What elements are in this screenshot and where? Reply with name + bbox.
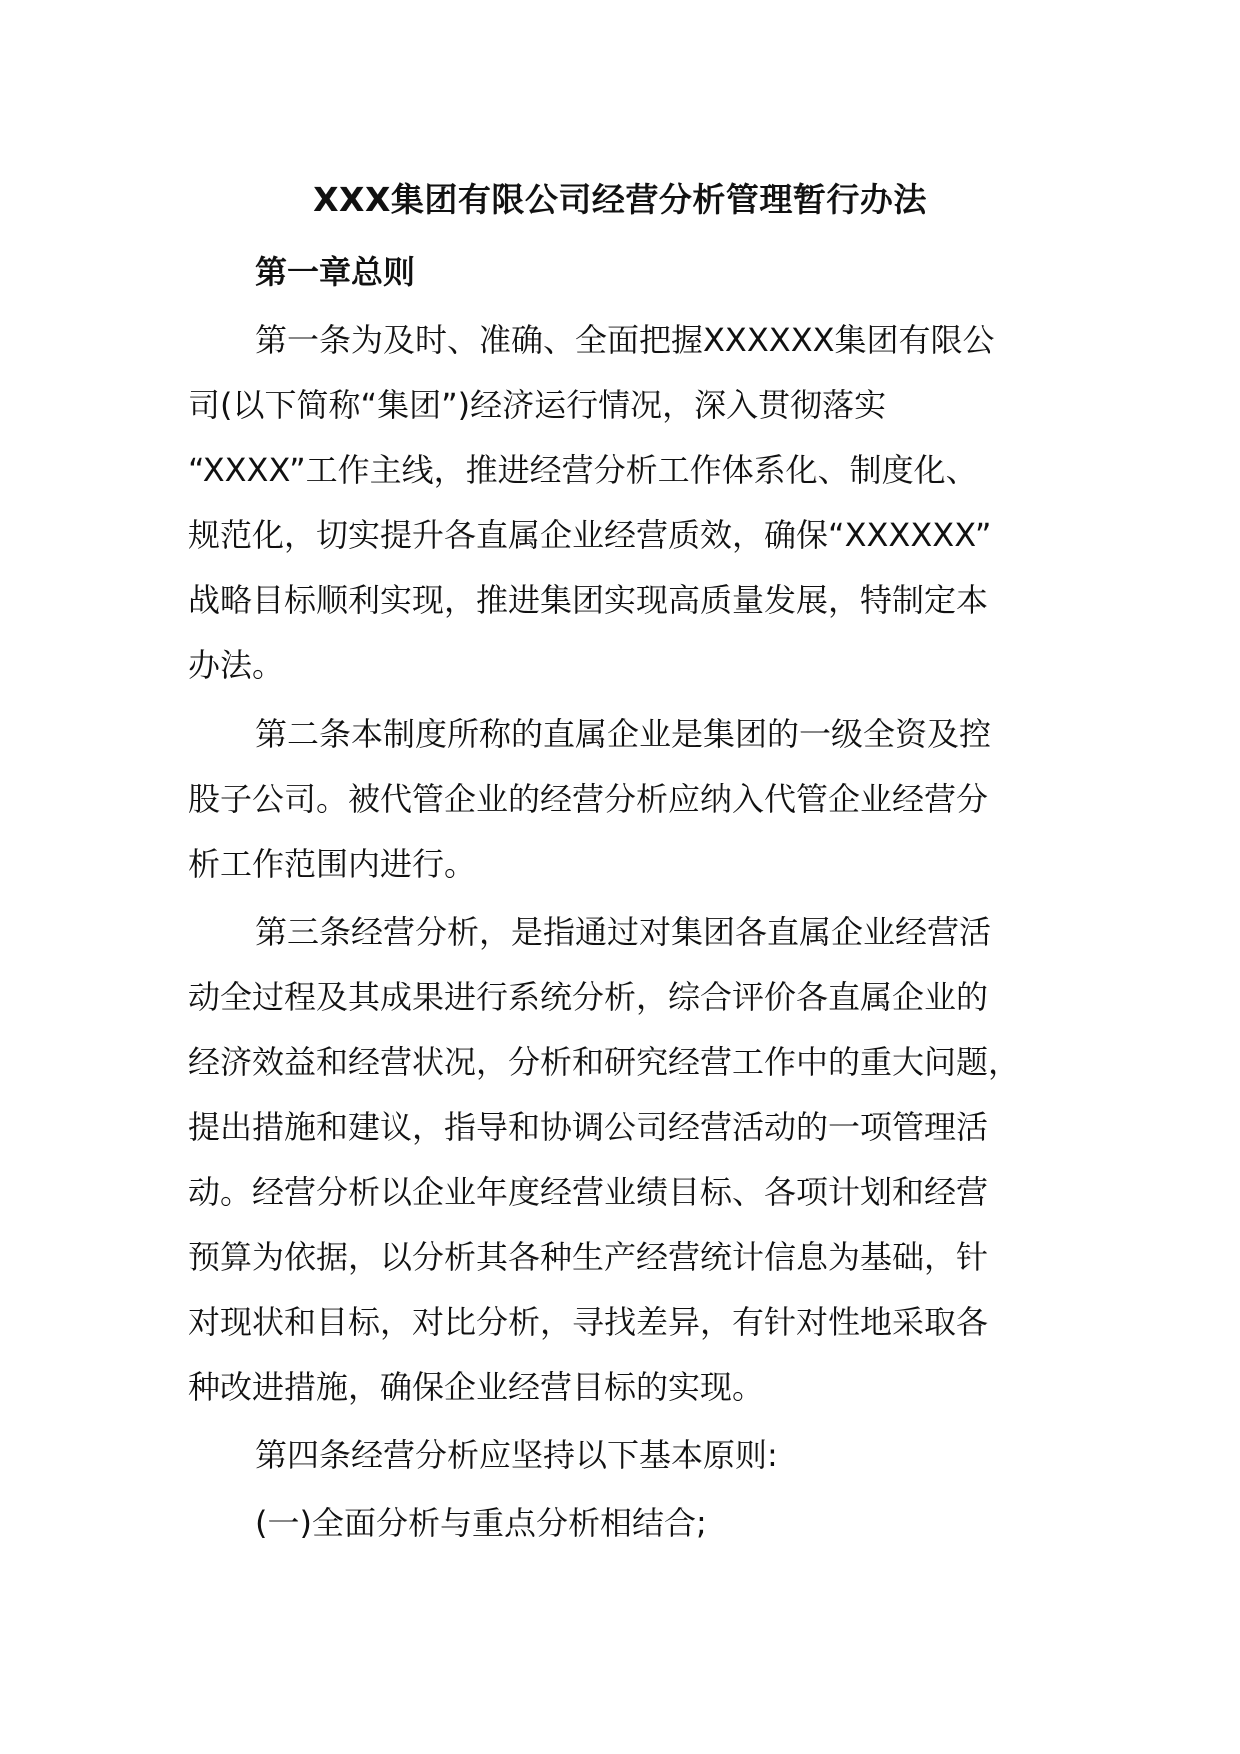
article-3-line-4: 提出措施和建议，指导和协调公司经营活动的一项管理活 [188, 1108, 989, 1146]
document-title: XXX集团有限公司经营分析管理暂行办法 [313, 180, 927, 219]
article-2-line-1: 第二条本制度所称的直属企业是集团的一级全资及控 [255, 715, 992, 753]
article-1-line-4: 规范化，切实提升各直属企业经营质效，确保“XXXXXX” [188, 516, 992, 554]
article-3-line-8: 种改进措施，确保企业经营目标的实现。 [188, 1368, 765, 1406]
article-1-line-3: “XXXX”工作主线，推进经营分析工作体系化、制度化、 [188, 451, 978, 489]
chapter-heading: 第一章总则 [255, 253, 416, 291]
article-1-line-2: 司(以下简称“集团”)经济运行情况，深入贯彻落实 [188, 386, 887, 424]
article-3-line-3: 经济效益和经营状况，分析和研究经营工作中的重大问题， [188, 1043, 1021, 1081]
article-2-line-2: 股子公司。被代管企业的经营分析应纳入代管企业经营分 [188, 780, 989, 818]
article-3-line-5: 动。经营分析以企业年度经营业绩目标、各项计划和经营 [188, 1173, 989, 1211]
article-2-line-3: 析工作范围内进行。 [188, 845, 477, 883]
article-3-line-2: 动全过程及其成果进行系统分析，综合评价各直属企业的 [188, 978, 989, 1016]
article-1-line-5: 战略目标顺利实现，推进集团实现高质量发展，特制定本 [188, 581, 989, 619]
article-4-item-1: (一)全面分析与重点分析相结合; [255, 1504, 707, 1542]
article-3-line-6: 预算为依据，以分析其各种生产经营统计信息为基础，针 [188, 1238, 989, 1276]
article-4-line-1: 第四条经营分析应坚持以下基本原则: [255, 1436, 778, 1474]
article-3-line-7: 对现状和目标，对比分析，寻找差异，有针对性地采取各 [188, 1303, 989, 1341]
article-1-line-1: 第一条为及时、准确、全面把握XXXXXX集团有限公 [255, 321, 995, 359]
article-3-line-1: 第三条经营分析，是指通过对集团各直属企业经营活 [255, 913, 992, 951]
article-1-line-6: 办法。 [188, 646, 285, 684]
